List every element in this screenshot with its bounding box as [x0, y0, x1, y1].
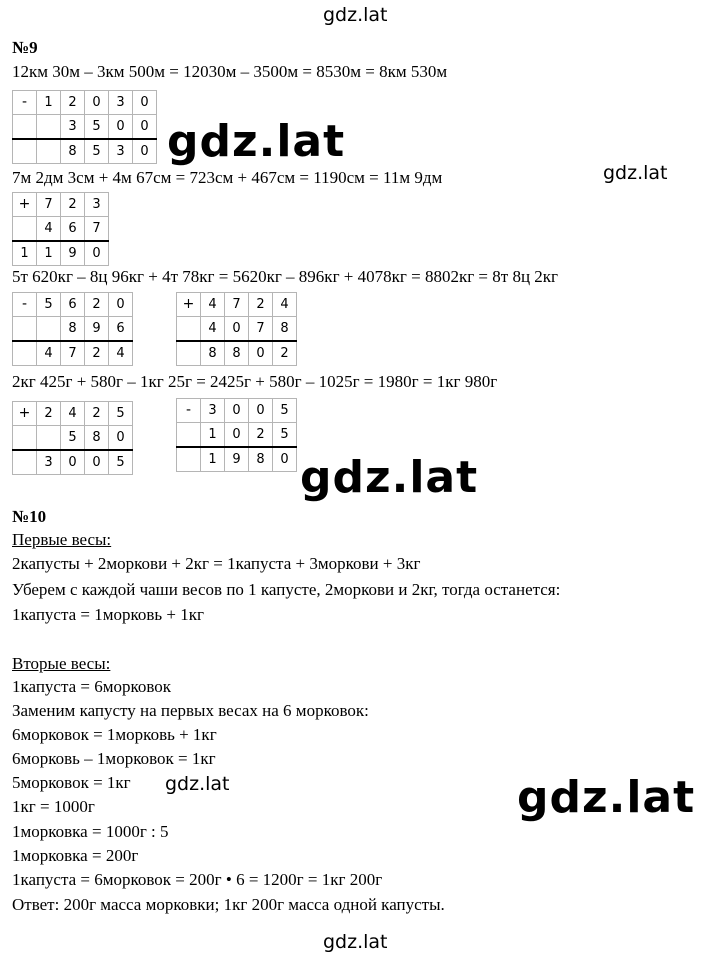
- grid-cell: +: [13, 193, 37, 217]
- grid-cell: 0: [61, 450, 85, 475]
- grid-cell: 0: [273, 447, 297, 472]
- grid-cell: 7: [225, 293, 249, 317]
- grid-cell: 4: [61, 402, 85, 426]
- section-heading-second-scale: Вторые весы:: [12, 654, 111, 673]
- watermark: gdz.lat: [517, 772, 696, 823]
- grid-cell: [13, 317, 37, 342]
- grid-cell: 2: [85, 293, 109, 317]
- grid-cell: 5: [37, 293, 61, 317]
- task9-equation-2: 7м 2дм 3см + 4м 67см = 723см + 467см = 1190см = 11м 9дм: [12, 168, 443, 187]
- grid-cell: 8: [249, 447, 273, 472]
- grid-cell: 5: [273, 399, 297, 423]
- grid-cell: 0: [109, 115, 133, 140]
- grid-cell: 0: [133, 139, 157, 164]
- grid-cell: 5: [61, 426, 85, 451]
- grid-cell: +: [177, 293, 201, 317]
- grid-cell: 1: [201, 447, 225, 472]
- grid-cell: 0: [225, 317, 249, 342]
- grid-cell: 5: [109, 450, 133, 475]
- grid-cell: [37, 115, 61, 140]
- grid-cell: 2: [61, 193, 85, 217]
- grid-cell: 0: [109, 293, 133, 317]
- grid-cell: [177, 317, 201, 342]
- section-heading-first-scale: Первые весы:: [12, 530, 112, 549]
- grid-cell: [13, 115, 37, 140]
- grid-cell: 8: [225, 341, 249, 366]
- grid-cell: [13, 450, 37, 475]
- column-subtraction-2: [12, 292, 133, 366]
- grid-cell: 6: [109, 317, 133, 342]
- grid-cell: 0: [225, 423, 249, 448]
- grid-cell: 0: [109, 426, 133, 451]
- grid-cell: 9: [225, 447, 249, 472]
- solution-line: 6морковок = 1морковь + 1кг: [12, 725, 217, 744]
- grid-cell: 4: [37, 217, 61, 242]
- solution-line: 6морковь – 1морковок = 1кг: [12, 749, 216, 768]
- solution-line: 1морковка = 1000г : 5: [12, 822, 169, 841]
- grid-cell: 9: [85, 317, 109, 342]
- grid-cell: 3: [61, 115, 85, 140]
- answer-line: Ответ: 200г масса морковки; 1кг 200г масса одной капусты.: [12, 895, 445, 914]
- grid-cell: 3: [109, 91, 133, 115]
- grid-cell: 5: [85, 139, 109, 164]
- grid-cell: [13, 426, 37, 451]
- grid-cell: 4: [201, 293, 225, 317]
- task9-equation-4: 2кг 425г + 580г – 1кг 25г = 2425г + 580г – 1025г = 1980г = 1кг 980г: [12, 372, 498, 391]
- grid-cell: 0: [249, 341, 273, 366]
- grid-cell: 2: [273, 341, 297, 366]
- solution-line: 5морковок = 1кг: [12, 773, 131, 792]
- column-subtraction-3: [176, 398, 297, 472]
- grid-cell: 0: [85, 241, 109, 266]
- grid-cell: [37, 426, 61, 451]
- grid-cell: 5: [109, 402, 133, 426]
- solution-line: 1капуста = 6морковок: [12, 677, 172, 696]
- grid-cell: 0: [133, 115, 157, 140]
- task10-title: №10: [12, 507, 47, 526]
- solution-line: 1капуста = 6морковок = 200г • 6 = 1200г = 1кг 200г: [12, 870, 383, 889]
- grid-cell: 0: [85, 450, 109, 475]
- grid-cell: 7: [249, 317, 273, 342]
- grid-cell: 6: [61, 293, 85, 317]
- grid-cell: 7: [85, 217, 109, 242]
- grid-cell: [177, 423, 201, 448]
- grid-cell: 4: [273, 293, 297, 317]
- watermark: gdz.lat: [165, 773, 230, 795]
- solution-line: 1капуста = 1морковь + 1кг: [12, 605, 204, 624]
- grid-cell: -: [13, 91, 37, 115]
- grid-cell: [177, 341, 201, 366]
- grid-cell: 0: [85, 91, 109, 115]
- solution-line: Уберем с каждой чаши весов по 1 капусте, 2моркови и 2кг, тогда останется:: [12, 580, 561, 599]
- grid-cell: [37, 317, 61, 342]
- grid-cell: [13, 217, 37, 242]
- solution-line: 1кг = 1000г: [12, 797, 95, 816]
- grid-cell: 0: [133, 91, 157, 115]
- watermark: gdz.lat: [323, 4, 388, 26]
- watermark: gdz.lat: [300, 452, 479, 503]
- grid-cell: 0: [249, 399, 273, 423]
- grid-cell: [37, 139, 61, 164]
- watermark: gdz.lat: [167, 116, 346, 167]
- grid-cell: 2: [249, 423, 273, 448]
- column-subtraction-1: [12, 90, 157, 164]
- grid-cell: 9: [61, 241, 85, 266]
- grid-cell: 3: [37, 450, 61, 475]
- grid-cell: -: [177, 399, 201, 423]
- grid-cell: 4: [37, 341, 61, 366]
- solution-line: Заменим капусту на первых весах на 6 морковок:: [12, 701, 369, 720]
- grid-cell: 2: [249, 293, 273, 317]
- grid-cell: 8: [61, 317, 85, 342]
- grid-cell: 1: [201, 423, 225, 448]
- grid-cell: 1: [37, 241, 61, 266]
- grid-cell: 3: [85, 193, 109, 217]
- grid-cell: 0: [225, 399, 249, 423]
- grid-cell: 2: [85, 402, 109, 426]
- grid-cell: 4: [109, 341, 133, 366]
- grid-cell: 1: [13, 241, 37, 266]
- grid-cell: 6: [61, 217, 85, 242]
- watermark: gdz.lat: [603, 162, 668, 184]
- grid-cell: 3: [201, 399, 225, 423]
- watermark: gdz.lat: [323, 931, 388, 953]
- grid-cell: 8: [273, 317, 297, 342]
- grid-cell: 4: [201, 317, 225, 342]
- task9-equation-3: 5т 620кг – 8ц 96кг + 4т 78кг = 5620кг – 896кг + 4078кг = 8802кг = 8т 8ц 2кг: [12, 267, 559, 286]
- grid-cell: 2: [85, 341, 109, 366]
- grid-cell: [13, 139, 37, 164]
- grid-cell: [13, 341, 37, 366]
- grid-cell: -: [13, 293, 37, 317]
- grid-cell: 3: [109, 139, 133, 164]
- task9-equation-1: 12км 30м – 3км 500м = 12030м – 3500м = 8530м = 8км 530м: [12, 62, 448, 81]
- grid-cell: 7: [37, 193, 61, 217]
- grid-cell: 2: [37, 402, 61, 426]
- column-addition-2: [176, 292, 297, 366]
- grid-cell: 2: [61, 91, 85, 115]
- solution-line: 1морковка = 200г: [12, 846, 139, 865]
- grid-cell: 7: [61, 341, 85, 366]
- grid-cell: 8: [85, 426, 109, 451]
- column-addition-3: [12, 401, 133, 475]
- grid-cell: 8: [61, 139, 85, 164]
- grid-cell: [177, 447, 201, 472]
- grid-cell: +: [13, 402, 37, 426]
- task9-title: №9: [12, 38, 38, 57]
- grid-cell: 5: [273, 423, 297, 448]
- solution-line: 2капусты + 2моркови + 2кг = 1капуста + 3моркови + 3кг: [12, 554, 421, 573]
- grid-cell: 8: [201, 341, 225, 366]
- column-addition-1: [12, 192, 109, 266]
- grid-cell: 1: [37, 91, 61, 115]
- grid-cell: 5: [85, 115, 109, 140]
